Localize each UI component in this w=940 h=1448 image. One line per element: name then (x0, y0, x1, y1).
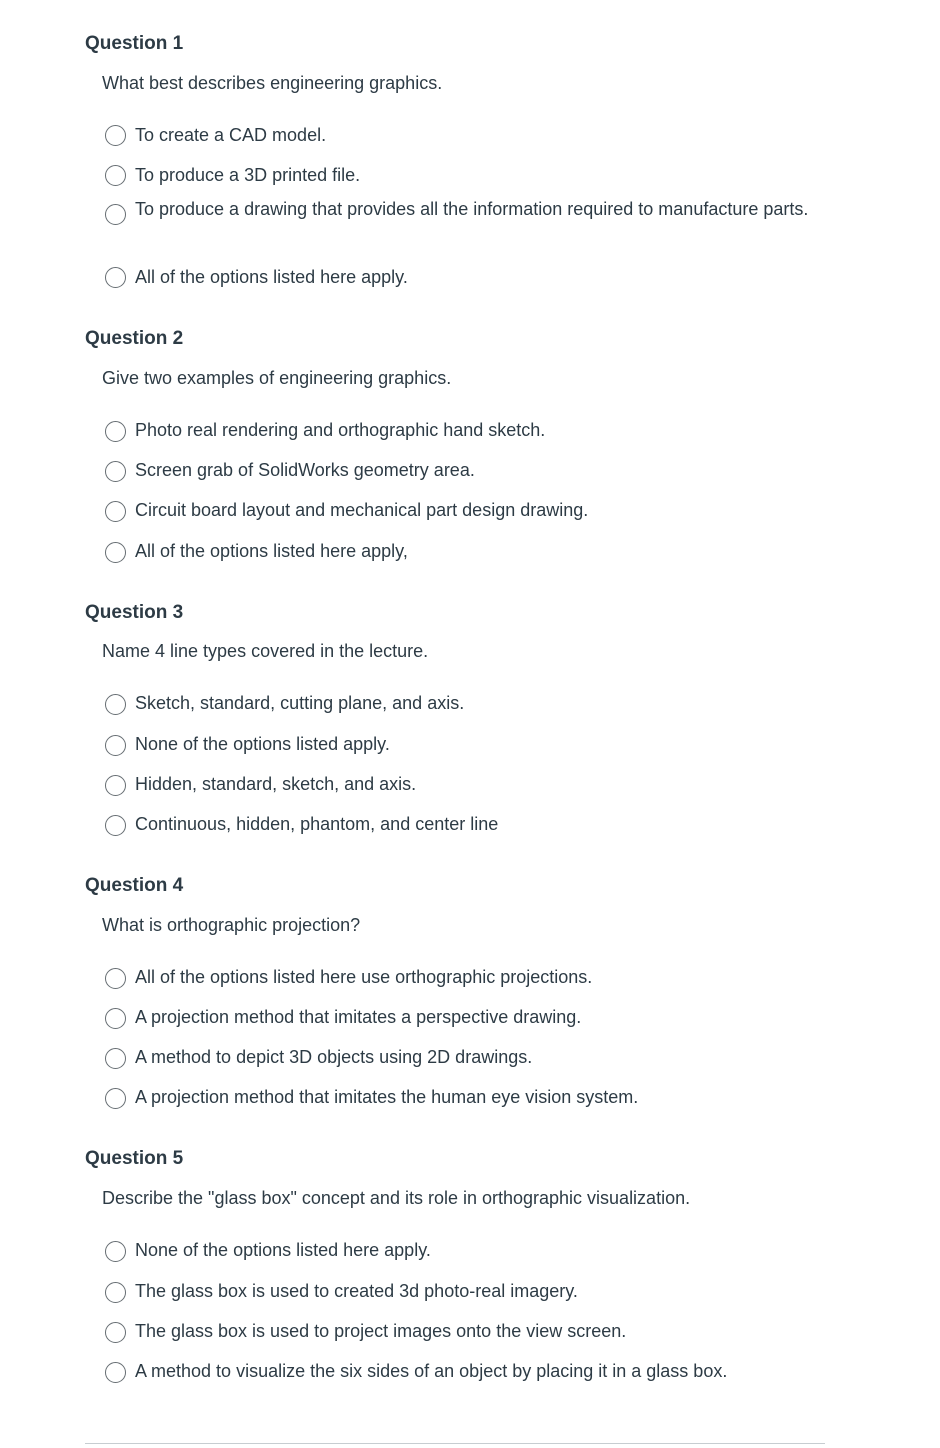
answer-label[interactable]: To create a CAD model. (135, 125, 327, 145)
answer-label[interactable]: Sketch, standard, cutting plane, and axis. (135, 693, 465, 713)
radio-button[interactable] (105, 1008, 126, 1029)
question-prompt: What is orthographic projection? (102, 915, 361, 935)
radio-button[interactable] (105, 204, 126, 225)
radio-button[interactable] (105, 968, 126, 989)
radio-button[interactable] (105, 501, 126, 522)
answer-label[interactable]: A projection method that imitates the human eye vision system. (135, 1087, 639, 1107)
radio-button[interactable] (105, 694, 126, 715)
question-prompt: Describe the "glass box" concept and its role in orthographic visualization. (102, 1188, 691, 1208)
question-title: Question 4 (85, 875, 184, 896)
radio-button[interactable] (105, 267, 126, 288)
radio-button[interactable] (105, 125, 126, 146)
radio-button[interactable] (105, 1241, 126, 1262)
radio-button[interactable] (105, 1048, 126, 1069)
answer-label[interactable]: All of the options listed here use orthographic projections. (135, 967, 593, 987)
answer-label[interactable]: A projection method that imitates a perspective drawing. (135, 1007, 582, 1027)
answer-label[interactable]: None of the options listed apply. (135, 734, 390, 754)
radio-button[interactable] (105, 1362, 126, 1383)
radio-button[interactable] (105, 775, 126, 796)
answer-label[interactable]: The glass box is used to project images onto the view screen. (135, 1321, 627, 1341)
radio-button[interactable] (105, 815, 126, 836)
question-title: Question 2 (85, 328, 184, 349)
question-title: Question 5 (85, 1148, 184, 1169)
radio-button[interactable] (105, 421, 126, 442)
question-prompt: What best describes engineering graphics. (102, 73, 443, 93)
radio-button[interactable] (105, 165, 126, 186)
answer-label[interactable]: All of the options listed here apply, (135, 541, 408, 561)
question-title: Question 3 (85, 602, 184, 623)
answer-label[interactable]: Screen grab of SolidWorks geometry area. (135, 460, 475, 480)
answer-label[interactable]: All of the options listed here apply. (135, 267, 408, 287)
answer-label[interactable]: To produce a 3D printed file. (135, 165, 361, 185)
answer-label[interactable]: Hidden, standard, sketch, and axis. (135, 774, 417, 794)
answer-label[interactable]: Photo real rendering and orthographic hand sketch. (135, 420, 546, 440)
question-prompt: Name 4 line types covered in the lecture. (102, 641, 429, 661)
radio-button[interactable] (105, 1282, 126, 1303)
divider (85, 1443, 825, 1444)
answer-label[interactable]: Continuous, hidden, phantom, and center line (135, 814, 499, 834)
answer-label[interactable]: None of the options listed here apply. (135, 1240, 431, 1260)
answer-label[interactable]: To produce a drawing that provides all the information required to manufacture parts. (135, 199, 809, 219)
answer-label[interactable]: A method to depict 3D objects using 2D drawings. (135, 1047, 533, 1067)
radio-button[interactable] (105, 735, 126, 756)
answer-label[interactable]: Circuit board layout and mechanical part design drawing. (135, 500, 589, 520)
answer-label[interactable]: The glass box is used to created 3d photo-real imagery. (135, 1281, 578, 1301)
radio-button[interactable] (105, 461, 126, 482)
question-title: Question 1 (85, 33, 184, 54)
radio-button[interactable] (105, 1088, 126, 1109)
radio-button[interactable] (105, 542, 126, 563)
answer-label[interactable]: A method to visualize the six sides of an object by placing it in a glass box. (135, 1361, 728, 1381)
radio-button[interactable] (105, 1322, 126, 1343)
question-prompt: Give two examples of engineering graphics. (102, 368, 452, 388)
